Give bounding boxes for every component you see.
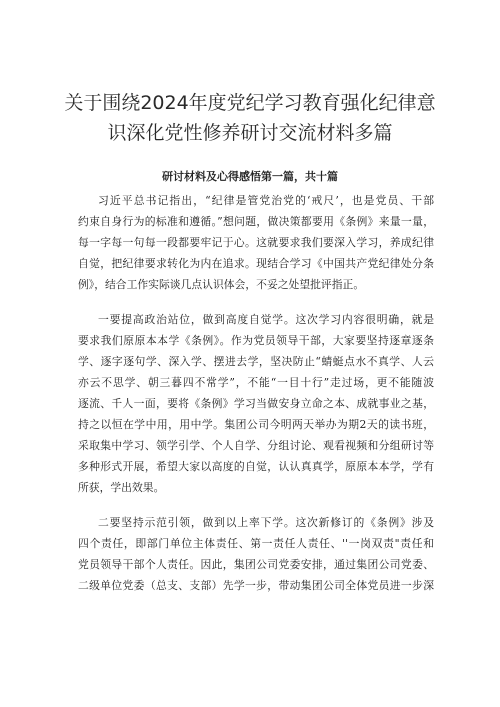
paragraph-2-line-4: 亦云不思学、朝三暮四不常学”，不能“一目十行”走过场，更不能随波 <box>78 376 434 389</box>
document-subtitle: 研讨材料及心得感悟第一篇，共十篇 <box>162 170 338 183</box>
paragraph-1-line-4: 自觉，把纪律要求转化为内在追求。现结合学习《中国共产党纪律处分条 <box>78 257 434 270</box>
paragraph-2-line-6: 持之以恒在学中用，用中学。集团公司今明两天举办为期2天的读书班， <box>78 418 434 431</box>
paragraph-1-line-2: 约束自身行为的标准和遵循。”想问题，做决策都要用《条例》来量一量， <box>78 215 434 228</box>
paragraph-3-line-2: 四个责任，即部门单位主体责任、第一责任人责任、''一岗双责"责任和 <box>78 537 434 550</box>
paragraph-2-line-8: 多种形式开展，希望大家以高度的自觉，认认真真学，原原本本学，学有 <box>78 460 434 473</box>
paragraph-2-line-3: 学、逐字逐句学、深入学、摆进去学，坚决防止“蜻蜓点水不真学、人云 <box>78 355 434 368</box>
paragraph-2-line-7: 采取集中学习、领学引学、个人自学、分组讨论、观看视频和分组研讨等 <box>78 439 434 452</box>
paragraph-3-line-4: 二级单位党委（总支、支部）先学一步，带动集团公司全体党员进一步深 <box>78 579 434 592</box>
paragraph-2-line-5: 逐流、千人一面，要将《条例》学习当做安身立命之本、成就事业之基， <box>78 397 434 410</box>
paragraph-3-line-3: 党员领导干部个人责任。因此，集团公司党委安排，通过集团公司党委、 <box>78 558 434 571</box>
document-title-line-1: 关于围绕2024年度党纪学习教育强化纪律意 <box>64 92 436 114</box>
paragraph-1-line-5: 例》，结合工作实际谈几点认识体会，不妥之处望批评指正。 <box>78 278 365 291</box>
paragraph-2-line-1: 一要提高政治站位，做到高度自觉学。这次学习内容很明确，就是 <box>98 313 434 326</box>
paragraph-2-line-2: 要求我们原原本本学《条例》。作为党员领导干部，大家要坚持逐章逐条 <box>78 334 434 347</box>
paragraph-1-line-3: 每一字每一句每一段都要牢记于心。这就要求我们要深入学习，养成纪律 <box>78 236 434 249</box>
paragraph-1-line-1: 习近平总书记指出，“纪律是管党治党的‘戒尺’，也是党员、干部 <box>98 194 434 207</box>
document-title-line-2: 识深化党性修养研讨交流材料多篇 <box>107 122 393 144</box>
paragraph-3-line-1: 二要坚持示范引领，做到以上率下学。这次新修订的《条例》涉及 <box>98 516 434 529</box>
paragraph-2-line-9: 所获，学出效果。 <box>78 481 165 494</box>
